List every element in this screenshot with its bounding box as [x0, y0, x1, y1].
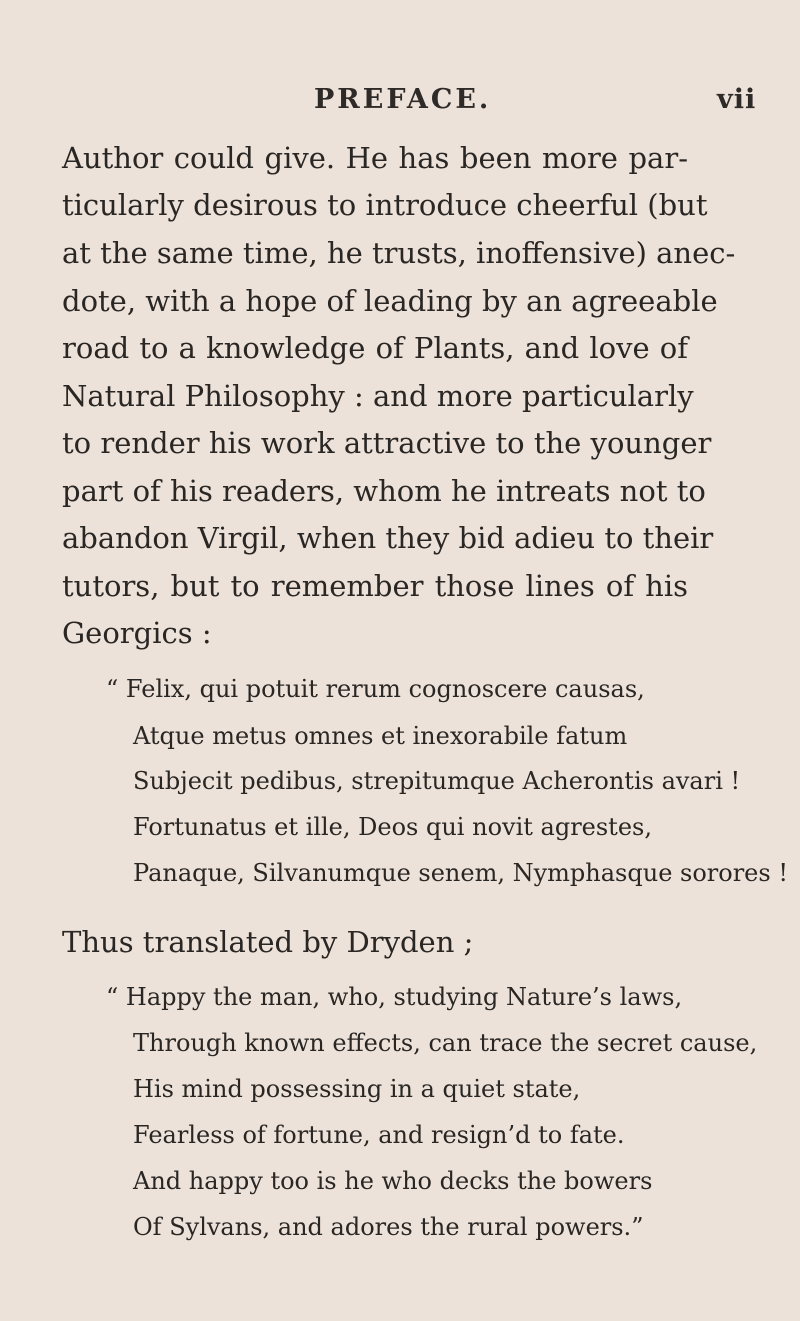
running-header-title: PREFACE.	[314, 84, 492, 115]
paragraph-line: to render his work attractive to the younger	[62, 426, 712, 460]
paragraph-line: part of his readers, whom he intreats not to	[62, 474, 706, 508]
paragraph-line: Thus translated by Dryden ;	[62, 925, 474, 959]
paragraph-line: Natural Philosophy : and more particularly	[62, 379, 694, 413]
paragraph-line: ticularly desirous to introduce cheerful (but	[62, 188, 708, 222]
paragraph-line: road to a knowledge of Plants, and love of	[62, 331, 688, 365]
verse-line: Fearless of fortune, and resign’d to fate.	[133, 1121, 625, 1149]
paragraph-line: Author could give. He has been more par-	[62, 141, 688, 175]
paragraph-line: at the same time, he trusts, inoffensive) anec-	[62, 236, 736, 270]
verse-line: “ Happy the man, who, studying Nature’s laws,	[106, 983, 683, 1011]
paragraph-line: dote, with a hope of leading by an agreeable	[62, 284, 718, 318]
verse-line: Through known effects, can trace the secret cause,	[133, 1029, 758, 1057]
verse-line: Subjecit pedibus, strepitumque Acherontis avari !	[133, 767, 741, 795]
verse-line: Of Sylvans, and adores the rural powers.”	[133, 1213, 644, 1241]
verse-line: Atque metus omnes et inexorabile fatum	[133, 722, 628, 750]
verse-line: Fortunatus et ille, Deos qui novit agrestes,	[133, 813, 652, 841]
paragraph-line: tutors, but to remember those lines of his	[62, 569, 688, 603]
verse-line: And happy too is he who decks the bowers	[133, 1167, 653, 1195]
paragraph-line: abandon Virgil, when they bid adieu to their	[62, 521, 714, 555]
page-number: vii	[717, 84, 757, 115]
verse-line: “ Felix, qui potuit rerum cognoscere causas,	[106, 675, 645, 703]
verse-line: His mind possessing in a quiet state,	[133, 1075, 581, 1103]
paragraph-line: Georgics :	[62, 616, 212, 650]
verse-line: Panaque, Silvanumque senem, Nymphasque sorores !	[133, 859, 788, 887]
